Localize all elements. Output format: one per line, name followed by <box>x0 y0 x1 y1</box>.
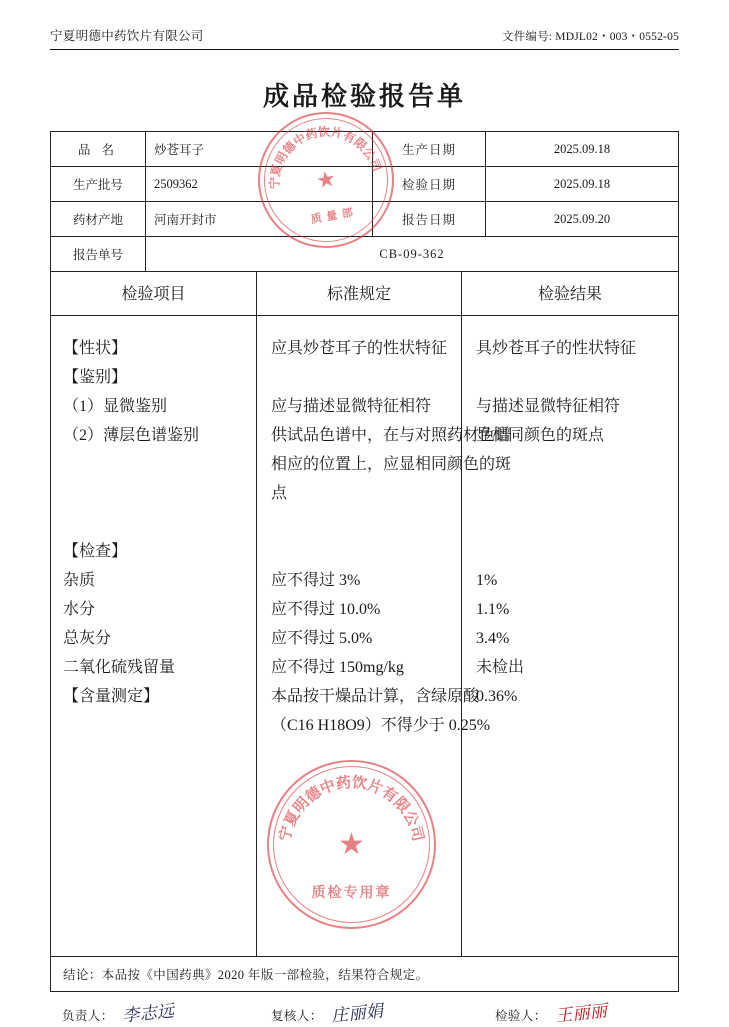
list-item <box>63 508 256 537</box>
label-production-date: 生产日期 <box>373 132 486 167</box>
list-item: 相应的位置上，应显相同颜色的斑 <box>271 456 512 473</box>
label-batch-no: 生产批号 <box>51 167 146 202</box>
stamp-top-text-big: 宁夏明德中药饮片有限公司 <box>276 774 427 844</box>
document-header <box>50 26 679 50</box>
results-col-header-item: 检验项目 <box>121 286 186 303</box>
list-item: 1% <box>476 572 498 589</box>
results-column-items <box>51 316 256 956</box>
signature-name-inspector: 王丽丽 <box>553 1001 608 1027</box>
list-item: 二氧化硫残留量 <box>63 659 176 676</box>
table-row <box>51 132 679 167</box>
list-item: 3.4% <box>476 630 510 647</box>
signature-inspector <box>495 999 608 1027</box>
list-item: 与描述显微特征相符 <box>476 398 621 415</box>
list-item: （2）薄层色谱鉴别 <box>63 427 200 444</box>
value-report-date: 2025.09.20 <box>486 202 679 237</box>
value-report-no: CB-09-362 <box>146 237 679 272</box>
list-item: 【性状】 <box>63 340 128 357</box>
list-item: 应具炒苍耳子的性状特征 <box>271 340 448 357</box>
table-row <box>51 202 679 237</box>
list-item: 应与描述显微特征相符 <box>271 398 432 415</box>
document-code-value: MDJL02・003・0552-05 <box>555 31 679 43</box>
list-item <box>271 537 461 566</box>
conclusion-label: 结论： <box>63 968 102 982</box>
list-item <box>63 479 256 508</box>
conclusion-text: 本品按《中国药典》2020 年版一部检验，结果符合规定。 <box>101 968 429 982</box>
list-item: 应不得过 10.0% <box>271 601 381 618</box>
list-item <box>476 450 678 479</box>
table-row <box>51 167 679 202</box>
stamp-bottom-text-small: 质 量 部 <box>309 206 355 226</box>
list-item: 【含量测定】 <box>63 688 160 705</box>
label-report-date: 报告日期 <box>373 202 486 237</box>
list-item: （C16 H18O9）不得少于 0.25% <box>271 717 491 734</box>
signature-responsible <box>62 999 237 1027</box>
list-item: 1.1% <box>476 601 510 618</box>
list-item: 0.36% <box>476 688 518 705</box>
value-inspection-date: 2025.09.18 <box>486 167 679 202</box>
company-name: 宁夏明德中药饮片有限公司 <box>50 29 204 43</box>
list-item <box>271 363 461 392</box>
product-info-table <box>50 131 679 272</box>
star-icon: ★ <box>314 165 338 194</box>
results-column-findings <box>461 316 678 956</box>
list-item <box>271 508 461 537</box>
list-item: 点 <box>271 485 288 502</box>
stamp-top-text-small: 宁夏明德中药饮片有限公司 <box>267 124 384 190</box>
results-table <box>50 272 679 957</box>
stamp-bottom-text-big: 质检专用章 <box>311 886 392 902</box>
signature-name-responsible: 李志远 <box>120 1001 175 1027</box>
results-col-header-standard: 标准规定 <box>256 272 461 315</box>
signature-label-inspector: 检验人： <box>495 1009 547 1023</box>
list-item: （1）显微鉴别 <box>63 398 168 415</box>
label-inspection-date: 检验日期 <box>373 167 486 202</box>
value-origin: 河南开封市 <box>146 202 373 237</box>
list-item <box>63 450 256 479</box>
list-item: 显相同颜色的斑点 <box>476 427 605 444</box>
page-title: 成品检验报告单 <box>262 82 466 111</box>
list-item: 应不得过 5.0% <box>271 630 373 647</box>
document-code <box>502 28 679 44</box>
results-col-header-finding: 检验结果 <box>461 272 678 315</box>
label-product-name: 品 名 <box>51 132 146 167</box>
table-row <box>51 237 679 272</box>
signature-row <box>50 992 679 1027</box>
list-item: 具炒苍耳子的性状特征 <box>476 340 637 357</box>
list-item <box>476 537 678 566</box>
value-product-name: 炒苍耳子 <box>146 132 373 167</box>
list-item: 【鉴别】 <box>63 369 128 386</box>
label-report-no: 报告单号 <box>51 237 146 272</box>
signature-label-reviewer: 复核人： <box>271 1009 323 1023</box>
signature-label-responsible: 负责人： <box>62 1009 114 1023</box>
list-item: 供试品色谱中，在与对照药材色谱 <box>271 427 512 444</box>
list-item: 水分 <box>63 601 96 618</box>
list-item: 应不得过 3% <box>271 572 361 589</box>
list-item: 本品按干燥品计算，含绿原酸 <box>271 688 480 705</box>
list-item: 【检查】 <box>63 543 128 560</box>
value-batch-no: 2509362 <box>146 167 373 202</box>
label-origin: 药材产地 <box>51 202 146 237</box>
list-item: 杂质 <box>63 572 96 589</box>
list-item <box>476 508 678 537</box>
value-production-date: 2025.09.18 <box>486 132 679 167</box>
star-icon: ★ <box>338 827 365 861</box>
list-item: 总灰分 <box>63 630 112 647</box>
list-item <box>476 363 678 392</box>
results-body <box>51 316 678 956</box>
list-item: 应不得过 150mg/kg <box>271 659 404 676</box>
signature-name-reviewer: 庄丽娟 <box>329 1001 384 1027</box>
results-header-row <box>51 272 678 316</box>
document-code-label: 文件编号: <box>502 31 553 43</box>
list-item <box>476 479 678 508</box>
list-item: 未检出 <box>476 659 525 676</box>
conclusion-row <box>50 957 679 992</box>
signature-reviewer <box>271 999 461 1027</box>
